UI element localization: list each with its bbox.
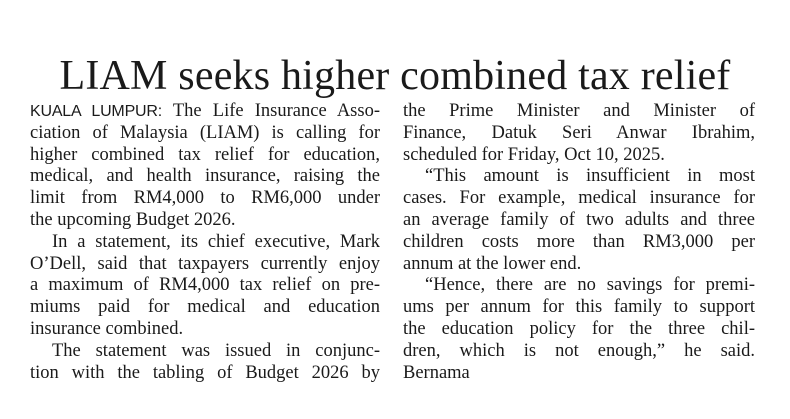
article-line: In a statement, its chief executive, Mark (52, 231, 380, 252)
article-line (30, 101, 380, 123)
article-line: tion with the tabling of Budget 2026 by (30, 362, 380, 383)
article-column-right (403, 101, 755, 384)
article-line: children costs more than RM3,000 per (403, 231, 755, 252)
article-line: ciation of Malaysia (LIAM) is calling for (30, 122, 380, 143)
article-line: cases. For example, medical insurance for (403, 188, 755, 209)
article-line: insurance combined. (30, 318, 184, 339)
article-line: Finance, Datuk Seri Anwar Ibrahim, (403, 122, 755, 143)
article-line: dren, which is not enough,” he said. (403, 340, 755, 361)
article-line: limit from RM4,000 to RM6,000 under (30, 188, 380, 209)
article-line: “This amount is insufficient in most (425, 166, 755, 187)
article-line: annum at the lower end. (403, 253, 582, 274)
article-line: miums paid for medical and education (30, 297, 380, 318)
article-line: higher combined tax relief for education, (30, 144, 380, 165)
article-line: the Prime Minister and Minister of (403, 101, 755, 121)
byline: Bernama (403, 362, 470, 383)
article-line: the education policy for the three chil- (403, 318, 755, 339)
article-line: “Hence, there are no savings for premi- (425, 275, 755, 296)
article-line: an average family of two adults and three (403, 209, 755, 230)
article-line: the upcoming Budget 2026. (30, 209, 236, 230)
headline: LIAM seeks higher combined tax relief (59, 53, 731, 99)
article-column-left (30, 101, 380, 384)
article-line: The statement was issued in conjunc- (52, 340, 380, 361)
article-line: scheduled for Friday, Oct 10, 2025. (403, 144, 665, 165)
dateline: KUALA LUMPUR: (30, 103, 162, 120)
article-line: a maximum of RM4,000 tax relief on pre- (30, 275, 380, 296)
article-line: medical, and health insurance, raising the (30, 166, 380, 187)
article-line: ums per annum for this family to support (403, 297, 755, 318)
article-line-text: The Life Insurance Asso- (162, 101, 380, 121)
article-line: O’Dell, said that taxpayers currently enjoy (30, 253, 380, 274)
